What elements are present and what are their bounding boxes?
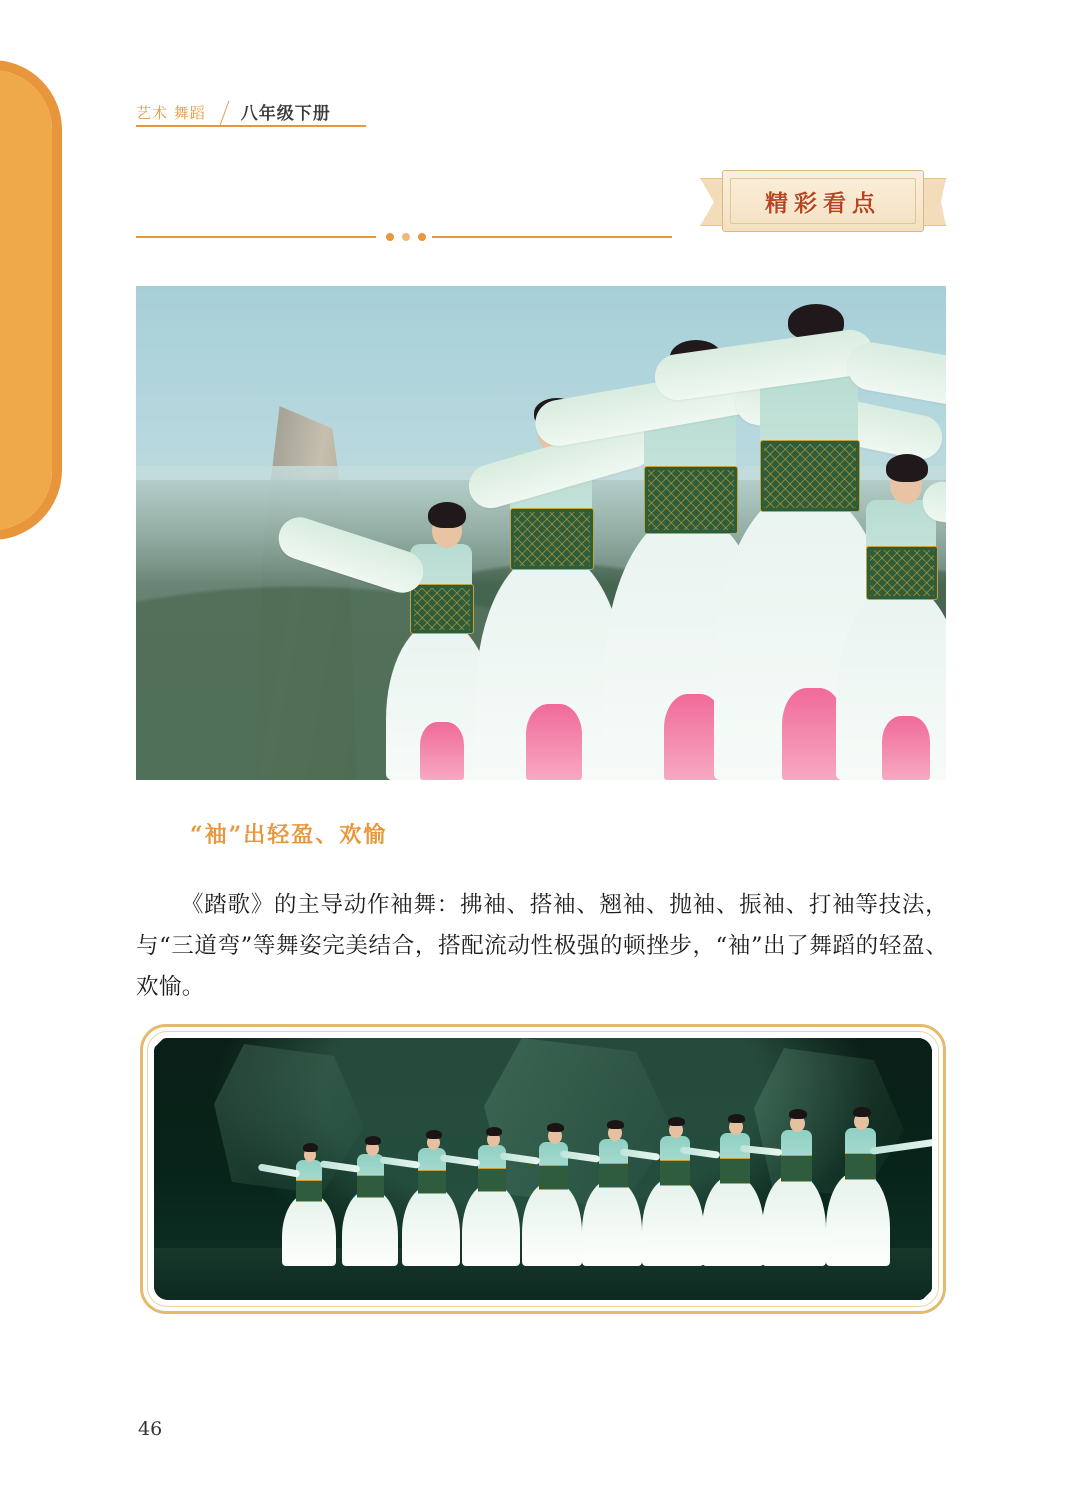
header-grade: 八年级下册 — [240, 104, 331, 124]
banner-title: 精彩看点 — [765, 189, 881, 217]
divider-line-right — [432, 236, 672, 238]
page-number: 46 — [138, 1418, 163, 1440]
divider-dot — [402, 233, 410, 241]
section-banner — [700, 170, 946, 232]
page-edge-outline — [0, 60, 62, 540]
divider-dot — [418, 233, 426, 241]
body-paragraph: 《踏歌》的主导动作袖舞：拂袖、搭袖、翘袖、抛袖、振袖、打袖等技法，与“三道弯”等舞姿完美结合，搭配流动性极强的顿挫步，“袖”出了舞蹈的轻盈、欢愉。 — [136, 891, 948, 1000]
photo-bottom-image — [154, 1038, 932, 1300]
dot-divider-icon — [136, 230, 672, 244]
page-edge-fill — [0, 70, 52, 530]
figure-bottom-photo — [140, 1024, 946, 1314]
page-edge-ornament — [0, 60, 62, 540]
header-rule — [136, 125, 366, 127]
divider-line-left — [136, 236, 376, 238]
header-subject: 艺术 舞蹈 — [136, 104, 206, 122]
divider-dot — [386, 233, 394, 241]
running-header — [136, 96, 331, 126]
section-heading: “袖”出轻盈、欢愉 — [190, 822, 388, 848]
header-separator — [219, 101, 229, 126]
figure-top-photo — [136, 286, 946, 780]
